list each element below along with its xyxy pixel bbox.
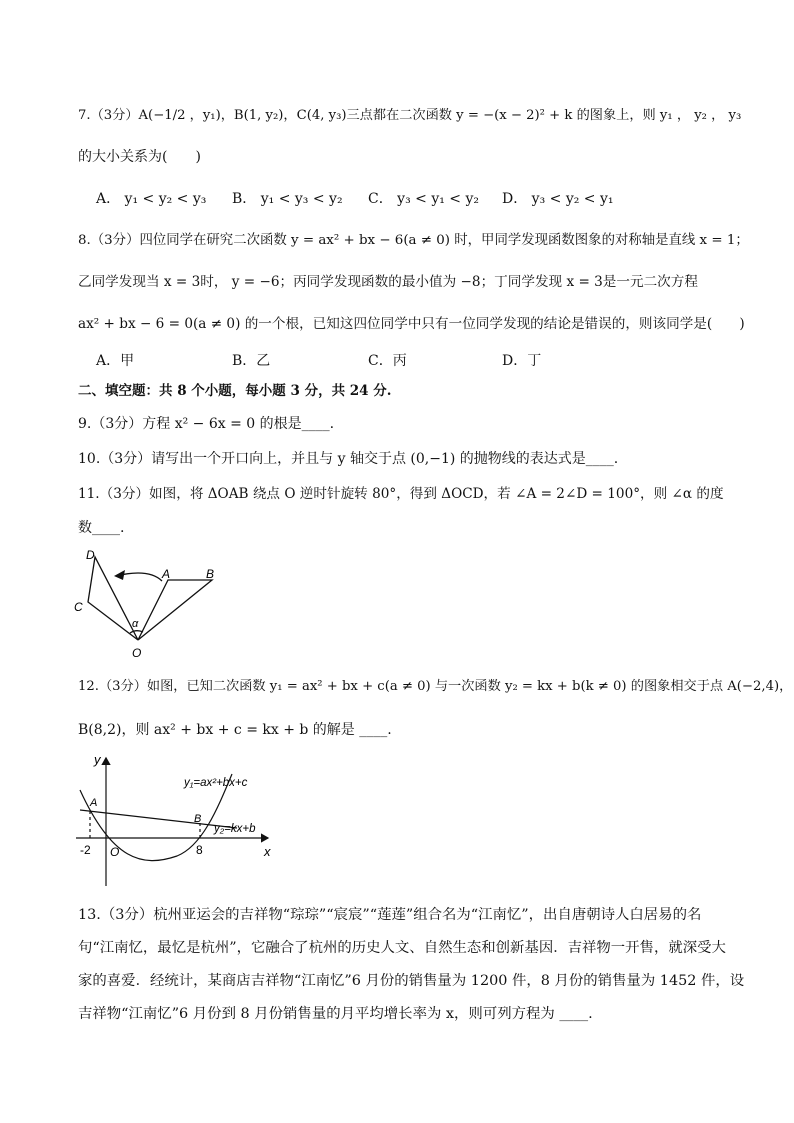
q7-option-d: D． y₃ < y₂ < y₁: [502, 191, 614, 207]
label-c: C: [74, 600, 83, 614]
rotation-arrow: [120, 573, 162, 581]
q12-figure: [72, 750, 287, 890]
q8-option-a: A．甲: [96, 353, 135, 369]
q7-line1: 7.（3分）A(−1/2 ，y₁)，B(1, y₂)，C(4, y₃)三点都在二次函数 y = −(x − 2)² + k 的图象上，则 y₁ ， y₂ ， y₃: [78, 108, 742, 123]
q7-option-c: C． y₃ < y₁ < y₂: [368, 191, 479, 207]
label-point-b: B: [194, 813, 202, 825]
q8-line1: 8.（3分）四位同学在研究二次函数 y = ax² + bx − 6(a ≠ 0) 时，甲同学发现函数图象的对称轴是直线 x = 1；: [78, 233, 749, 248]
q11-line1: 11.（3分）如图，将 ΔOAB 绕点 O 逆时针旋转 80°，得到 ΔOCD，若 ∠A = 2∠D = 100°，则 ∠α 的度: [78, 486, 724, 502]
label-b: B: [206, 567, 215, 581]
label-alpha: α: [132, 618, 139, 630]
q8-line3: ax² + bx − 6 = 0(a ≠ 0) 的一个根，已知这四位同学中只有一位同学发现的结论是错误的，则该同学是( ): [78, 316, 745, 332]
arrow-head: [114, 570, 125, 580]
q12-line1: 12.（3分）如图，已知二次函数 y₁ = ax² + bx + c(a ≠ 0) 与一次函数 y₂ = kx + b(k ≠ 0) 的图象相交于点 A(−2,4)，: [78, 679, 793, 694]
label-eight: 8: [196, 843, 203, 857]
q11-line2: 数____.: [78, 520, 125, 536]
q7-option-b: B． y₁ < y₃ < y₂: [232, 191, 343, 207]
q8-line2: 乙同学发现当 x = 3时， y = −6；丙同学发现函数的最小值为 −8；丁同学发现 x = 3是一元二次方程: [78, 274, 698, 290]
q8-option-b: B．乙: [232, 353, 271, 369]
label-o: O: [132, 646, 142, 660]
label-neg2: -2: [80, 843, 91, 857]
label-line: y₂=kx+b: [214, 823, 256, 835]
label-point-a: A: [90, 797, 98, 809]
q7-line2: 的大小关系为( ): [78, 149, 201, 165]
triangle-ocd: [88, 557, 138, 640]
label-d: D: [86, 548, 95, 562]
q7-option-a: A． y₁ < y₂ < y₃: [96, 191, 207, 207]
label-x: x: [264, 844, 271, 859]
label-y: y: [94, 752, 101, 767]
label-a: A: [162, 567, 171, 581]
q9: 9.（3分）方程 x² − 6x = 0 的根是____.: [78, 416, 335, 432]
q11-figure: [70, 545, 230, 660]
q10: 10.（3分）请写出一个开口向上，并且与 y 轴交于点 (0,−1) 的抛物线的表达式是____.: [78, 451, 619, 467]
triangle-oab: [138, 580, 212, 640]
q13-line1: 13.（3分）杭州亚运会的吉祥物“琮琮”“宸宸”“莲莲”组合名为“江南忆”，出自唐朝诗人白居易的名: [78, 907, 702, 923]
q13-line4: 吉祥物“江南忆”6 月份到 8 月份销售量的月平均增长率为 x，则可列方程为 ____.: [78, 1006, 593, 1022]
label-curve: y₁=ax²+bx+c: [184, 777, 248, 789]
q8-option-d: D．丁: [502, 353, 542, 369]
label-origin: O: [110, 845, 120, 859]
q13-line2: 句“江南忆，最忆是杭州”，它融合了杭州的历史人文、自然生态和创新基因．吉祥物一开售，就深受大: [78, 940, 726, 956]
q12-line2: B(8,2)，则 ax² + bx + c = kx + b 的解是 ____.: [78, 722, 392, 738]
section-2-heading: 二、填空题：共 8 个小题，每小题 3 分，共 24 分.: [78, 383, 392, 399]
q8-option-c: C．丙: [368, 353, 407, 369]
q13-line3: 家的喜爱．经统计，某商店吉祥物“江南忆”6 月份的销售量为 1200 件，8 月份的销售量为 1452 件，设: [78, 973, 745, 989]
